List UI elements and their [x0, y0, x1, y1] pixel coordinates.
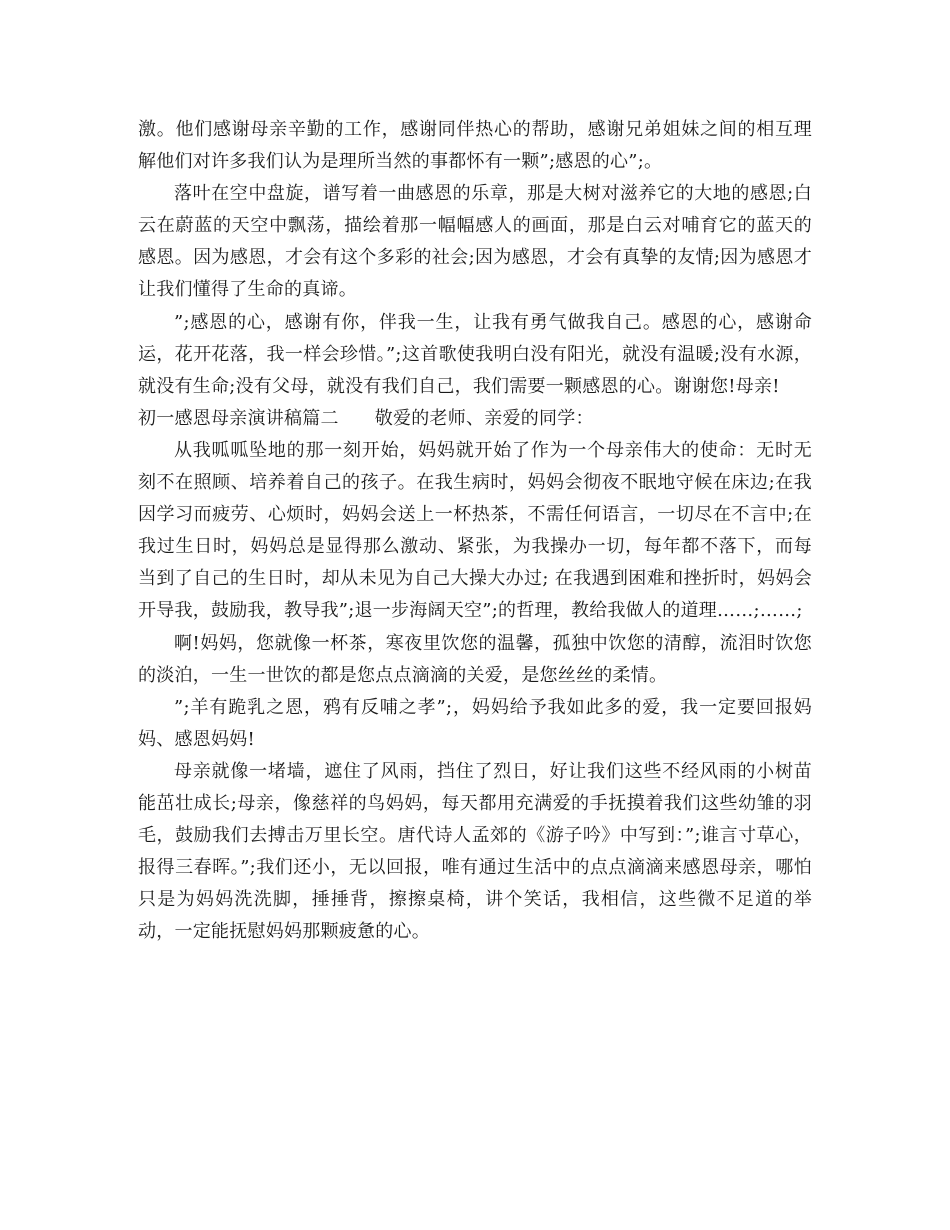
- paragraph-mother-mission: 从我呱呱坠地的那一刻开始，妈妈就开始了作为一个母亲伟大的使命：无时无刻不在照顾、培养着自己的孩子。在我生病时，妈妈会彻夜不眠地守候在床边;在我因学习而疲劳、心烦时，妈妈会送上一杯热茶，不需任何语言，一切尽在不言中;在我过生日时，妈妈总是显得那么激动、紧张，为我操办一切，每年都不落下，而每当到了自己的生日时，却从未见为自己大操大办过; 在我遇到困难和挫折时，妈妈会开导我，鼓励我，教导我”;退一步海阔天空”;的哲理，教给我做人的道理……;……;: [138, 439, 812, 622]
- paragraph-grateful-heart-song: ”;感恩的心，感谢有你，伴我一生，让我有勇气做我自己。感恩的心，感谢命运，花开花落，我一样会珍惜。”;这首歌使我明白没有阳光，就没有温暖;没有水源，就没有生命;没有父母，就没有我们自己，我们需要一颗感恩的心。谢谢您!母亲!: [138, 311, 812, 397]
- paragraph-filial-piety: ”;羊有跪乳之恩，鸦有反哺之孝”;，妈妈给予我如此多的爱，我一定要回报妈妈、感恩妈妈!: [138, 696, 812, 750]
- paragraph-cup-of-tea: 啊!妈妈，您就像一杯茶，寒夜里饮您的温馨，孤独中饮您的清醇，流泪时饮您的淡泊，一生一世饮的都是您点点滴滴的关爱，是您丝丝的柔情。: [138, 632, 812, 686]
- section-heading: [138, 403, 812, 435]
- salutation: 敬爱的老师、亲爱的同学：: [374, 407, 594, 429]
- document-body: [138, 114, 812, 948]
- paragraph-mother-wall: 母亲就像一堵墙，遮住了风雨，挡住了烈日，好让我们这些不经风雨的小树苗能茁壮成长;母亲，像慈祥的鸟妈妈，每天都用充满爱的手抚摸着我们这些幼雏的羽毛，鼓励我们去搏击万里长空。唐代诗人孟郊的《游子吟》中写到：”;谁言寸草心，报得三春晖。”;我们还小，无以回报，唯有通过生活中的点点滴滴来感恩母亲，哪怕只是为妈妈洗洗脚，捶捶背，擦擦桌椅，讲个笑话，我相信，这些微不足道的举动，一定能抚慰妈妈那颗疲惫的心。: [138, 760, 812, 943]
- section-title: 初一感恩母亲演讲稿篇二: [138, 407, 339, 429]
- paragraph-falling-leaves: 落叶在空中盘旋，谱写着一曲感恩的乐章，那是大树对滋养它的大地的感恩;白云在蔚蓝的天空中飘荡，描绘着那一幅幅感人的画面，那是白云对哺育它的蓝天的感恩。因为感恩，才会有这个多彩的社会;因为感恩，才会有真挚的友情;因为感恩才让我们懂得了生命的真谛。: [138, 183, 812, 301]
- paragraph-continuation: 激。他们感谢母亲辛勤的工作，感谢同伴热心的帮助，感谢兄弟姐妹之间的相互理解他们对许多我们认为是理所当然的事都怀有一颗”;感恩的心”;。: [138, 119, 812, 173]
